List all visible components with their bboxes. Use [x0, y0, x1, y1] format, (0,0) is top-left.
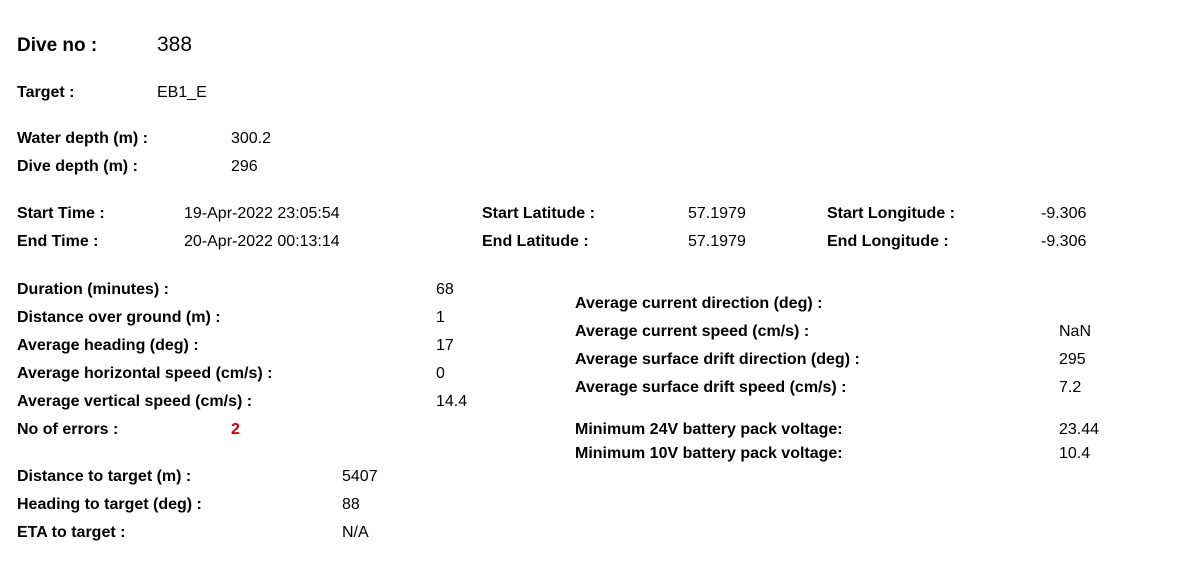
start-time-label: Start Time :	[17, 205, 105, 222]
min-24v-battery-label: Minimum 24V battery pack voltage:	[575, 421, 843, 438]
average-heading-value: 17	[436, 337, 454, 354]
start-longitude-value: -9.306	[1041, 205, 1087, 222]
end-time-value: 20-Apr-2022 00:13:14	[184, 233, 340, 250]
dive-depth-label: Dive depth (m) :	[17, 158, 138, 175]
end-latitude-label: End Latitude :	[482, 233, 589, 250]
duration-value: 68	[436, 281, 454, 298]
water-depth-label: Water depth (m) :	[17, 130, 148, 147]
average-surface-drift-speed-value: 7.2	[1059, 379, 1082, 396]
eta-to-target-value: N/A	[342, 524, 369, 541]
min-24v-battery-value: 23.44	[1059, 421, 1100, 438]
dive-depth-value: 296	[231, 158, 258, 175]
average-surface-drift-direction-label: Average surface drift direction (deg) :	[575, 351, 860, 368]
average-vertical-speed-label: Average vertical speed (cm/s) :	[17, 393, 253, 410]
average-current-direction-label: Average current direction (deg) :	[575, 295, 823, 312]
target-label: Target :	[17, 84, 75, 101]
target-value: EB1_E	[157, 84, 207, 101]
dive-no-label: Dive no :	[17, 35, 98, 56]
min-10v-battery-label: Minimum 10V battery pack voltage:	[575, 445, 843, 462]
average-heading-label: Average heading (deg) :	[17, 337, 199, 354]
average-horizontal-speed-value: 0	[436, 365, 445, 382]
heading-to-target-label: Heading to target (deg) :	[17, 496, 202, 513]
average-current-speed-label: Average current speed (cm/s) :	[575, 323, 810, 340]
end-longitude-value: -9.306	[1041, 233, 1087, 250]
start-latitude-label: Start Latitude :	[482, 205, 595, 222]
dive-no-value: 388	[157, 33, 193, 56]
average-current-speed-value: NaN	[1059, 323, 1092, 340]
start-latitude-value: 57.1979	[688, 205, 746, 222]
min-10v-battery-value: 10.4	[1059, 445, 1091, 462]
heading-to-target-value: 88	[342, 496, 360, 513]
end-latitude-value: 57.1979	[688, 233, 746, 250]
distance-to-target-label: Distance to target (m) :	[17, 468, 192, 485]
errors-label: No of errors :	[17, 421, 119, 438]
distance-over-ground-value: 1	[436, 309, 445, 326]
end-time-label: End Time :	[17, 233, 99, 250]
distance-over-ground-label: Distance over ground (m) :	[17, 309, 221, 326]
start-time-value: 19-Apr-2022 23:05:54	[184, 205, 340, 222]
duration-label: Duration (minutes) :	[17, 281, 169, 298]
start-longitude-label: Start Longitude :	[827, 205, 955, 222]
distance-to-target-value: 5407	[342, 468, 378, 485]
average-surface-drift-speed-label: Average surface drift speed (cm/s) :	[575, 379, 847, 396]
average-horizontal-speed-label: Average horizontal speed (cm/s) :	[17, 365, 273, 382]
errors-count: 2	[231, 421, 240, 438]
average-vertical-speed-value: 14.4	[436, 393, 468, 410]
average-surface-drift-direction-value: 295	[1059, 351, 1086, 368]
end-longitude-label: End Longitude :	[827, 233, 949, 250]
water-depth-value: 300.2	[231, 130, 272, 147]
eta-to-target-label: ETA to target :	[17, 524, 126, 541]
